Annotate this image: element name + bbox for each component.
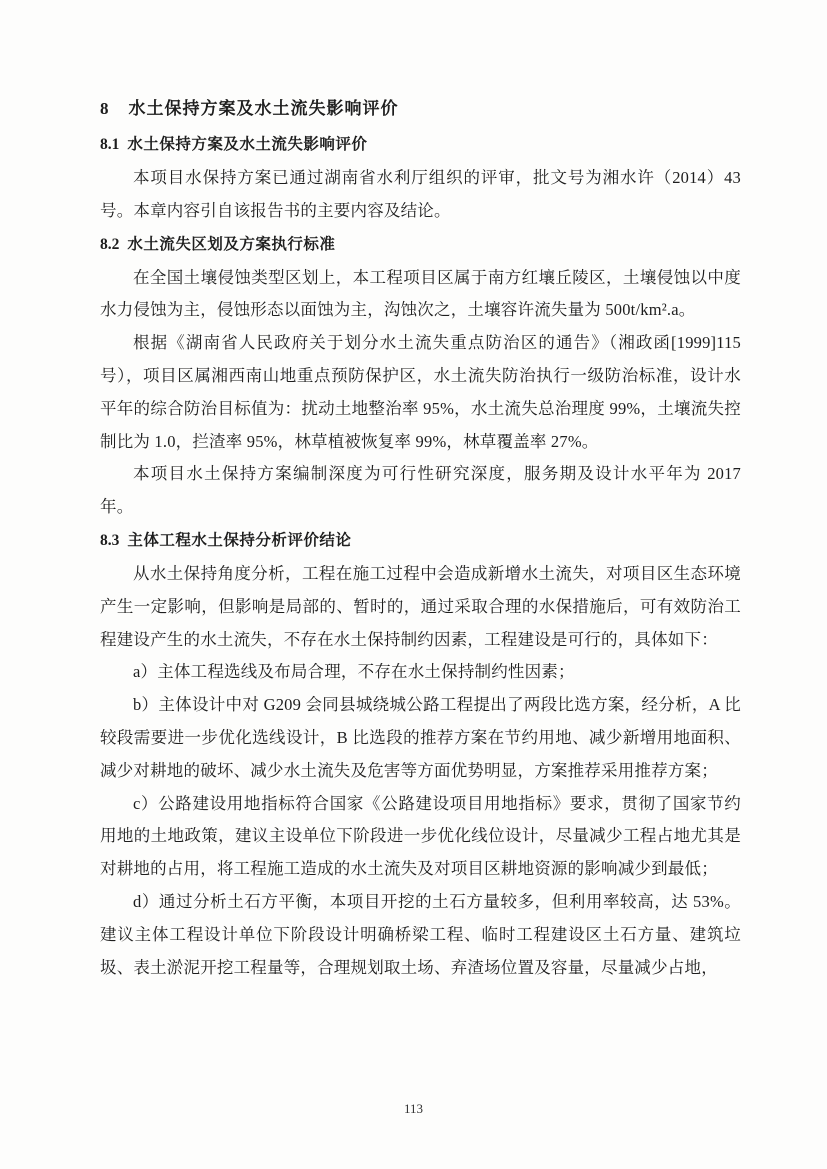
section-heading-8-3 bbox=[100, 524, 741, 558]
paragraph-design-year: 本项目水土保持方案编制深度为可行性研究深度，服务期及设计水平年为 2017 年。 bbox=[100, 464, 741, 517]
section-title-8-1: 水土保持方案及水土流失影响评价 bbox=[127, 136, 368, 153]
chapter-number: 8 bbox=[100, 99, 109, 118]
section-title-8-3: 主体工程水土保持分析评价结论 bbox=[127, 531, 352, 549]
paragraph-erosion-zone: 在全国土壤侵蚀类型区划上，本工程项目区属于南方红壤丘陵区，土壤侵蚀以中度水力侵蚀为主，侵蚀形态以面蚀为主，沟蚀次之，土壤容许流失量为 500t/km².a。 bbox=[100, 267, 741, 320]
paragraph-analysis-intro: 从水土保持角度分析，工程在施工过程中会造成新增水土流失，对项目区生态环境产生一定影响，但影响是局部的、暂时的，通过采取合理的水保措施后，可有效防治工程建设产生的水土流失，不存在水土保持制约因素，工程建设是可行的，具体如下： bbox=[100, 563, 741, 649]
page-content bbox=[100, 90, 741, 984]
section-heading-8-1 bbox=[100, 128, 741, 162]
section-heading-8-2 bbox=[100, 228, 741, 262]
section-title-8-2: 水土流失区划及方案执行标准 bbox=[127, 235, 336, 253]
paragraph-approval: 本项目水保持方案已通过湖南省水利厅组织的评审，批文号为湘水许（2014）43号。本章内容引自该报告书的主要内容及结论。 bbox=[100, 168, 741, 220]
chapter-heading bbox=[100, 90, 741, 128]
chapter-title: 水土保持方案及水土流失影响评价 bbox=[128, 99, 399, 118]
paragraph-standards: 根据《湖南省人民政府关于划分水土流失重点防治区的通告》（湘政函[1999]115号），项目区属湘西南山地重点预防保护区，水土流失防治执行一级防治标准，设计水平年的综合防治目标值为：扰动土地整治率 95%，水土流失总治理度 99%，土壤流失控制比为 1.0，拦渣率 95%，林草植被恢复率 99%，林草覆盖率 27%。 bbox=[100, 333, 741, 451]
section-number-8-3: 8.3 bbox=[100, 531, 120, 549]
list-item-b: b）主体设计中对 G209 会同县城绕城公路工程提出了两段比选方案，经分析，A 比较段需要进一步优化选线设计，B 比选段的推荐方案在节约用地、减少新增用地面积、减少对耕地的破坏、减少水土流失及危害等方面优势明显，方案推荐采用推荐方案； bbox=[100, 695, 741, 780]
page-number: 113 bbox=[403, 1101, 424, 1116]
section-number-8-2: 8.2 bbox=[100, 235, 120, 253]
list-item-d: d）通过分析土石方平衡，本项目开挖的土石方量较多，但利用率较高，达 53%。建议主体工程设计单位下阶段设计明确桥梁工程、临时工程建设区土石方量、建筑垃圾、表土淤泥开挖工程量等，合理规划取土场、弃渣场位置及容量，尽量减少占地， bbox=[100, 891, 741, 977]
list-item-c: c）公路建设用地指标符合国家《公路建设项目用地指标》要求，贯彻了国家节约用地的土地政策，建议主设单位下阶段进一步优化线位设计，尽量减少工程占地尤其是对耕地的占用，将工程施工造成的水土流失及对项目区耕地资源的影响减少到最低； bbox=[100, 793, 741, 879]
section-number-8-1: 8.1 bbox=[100, 136, 120, 153]
list-item-a: a）主体工程选线及布局合理，不存在水土保持制约性因素； bbox=[133, 662, 575, 682]
